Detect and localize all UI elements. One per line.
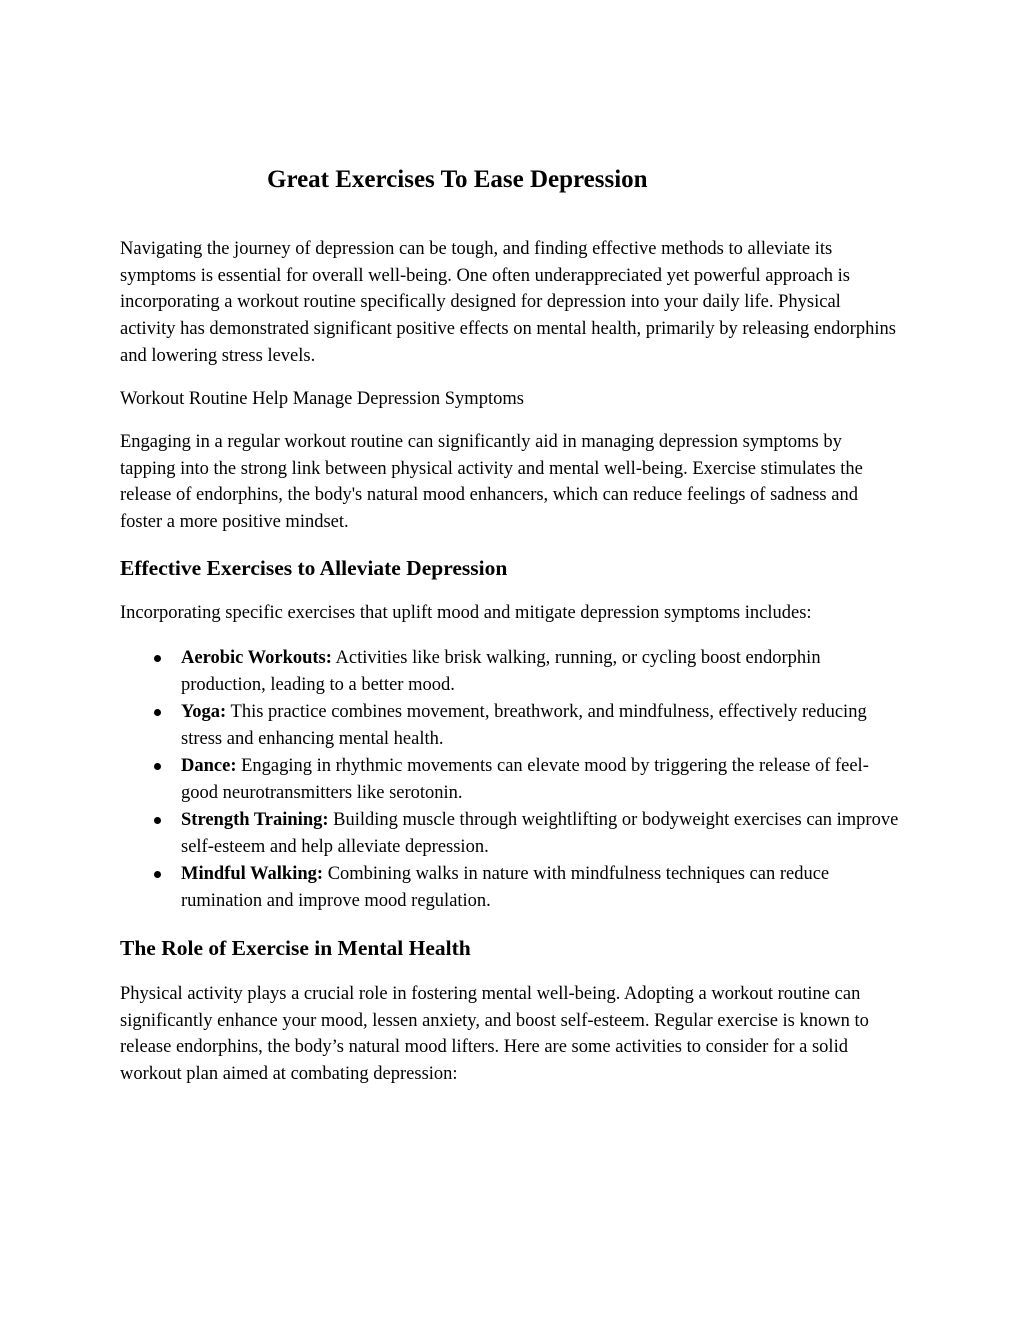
bullet-icon (154, 655, 161, 662)
document-title: Great Exercises To Ease Depression (267, 166, 648, 193)
list-item-text: Combining walks in nature with mindfulness techniques can reduce rumination and improve mood regulation. (181, 864, 830, 911)
section-lead-text: Incorporating specific exercises that uplift mood and mitigate depression symptoms includes: (120, 603, 812, 623)
list-item-term: Dance: (181, 756, 237, 776)
list-item-text: Engaging in rhythmic movements can elevate mood by triggering the release of feel-good neurotransmitters like serotonin. (181, 756, 869, 803)
list-item-term: Aerobic Workouts: (181, 648, 332, 668)
bullet-icon (154, 817, 161, 824)
subheading-plain: Workout Routine Help Manage Depression Symptoms (120, 389, 524, 409)
list-item-text: This practice combines movement, breathwork, and mindfulness, effectively reducing stress and enhancing mental health. (181, 702, 867, 749)
section-body-paragraph: Physical activity plays a crucial role in fostering mental well-being. Adopting a workout routine can significantly enhance your mood, lessen anxiety, and boost self-esteem. Regular exercise is known to release endorphins, the body’s natural mood lifters. Here are some activities to consider for a solid workout plan aimed at combating depression: (120, 984, 869, 1085)
bullet-icon (154, 871, 161, 878)
list-item (120, 753, 900, 806)
section-heading-role-of-exercise: The Role of Exercise in Mental Health (120, 936, 471, 960)
list-item (120, 861, 900, 914)
list-item-text: Activities like brisk walking, running, or cycling boost endorphin production, leading to a better mood. (181, 648, 821, 695)
section-heading-effective-exercises: Effective Exercises to Alleviate Depression (120, 556, 508, 580)
list-item-term: Strength Training: (181, 810, 329, 830)
list-item (120, 645, 900, 698)
exercise-list (120, 645, 900, 915)
list-item (120, 699, 900, 752)
list-item-term: Yoga: (181, 702, 227, 722)
list-item-term: Mindful Walking: (181, 864, 324, 884)
bullet-icon (154, 709, 161, 716)
bullet-icon (154, 763, 161, 770)
body-paragraph-2: Engaging in a regular workout routine can significantly aid in managing depression symptoms by tapping into the strong link between physical activity and mental well-being. Exercise stimulates the release of endorphins, the body's natural mood enhancers, which can reduce feelings of sadness and foster a more positive mindset. (120, 432, 863, 533)
list-item-text: Building muscle through weightlifting or bodyweight exercises can improve self-esteem and help alleviate depression. (181, 810, 899, 857)
intro-paragraph: Navigating the journey of depression can be tough, and finding effective methods to alleviate its symptoms is essential for overall well-being. One often underappreciated yet powerful approach is incorporating a workout routine specifically designed for depression into your daily life. Physical activity has demonstrated significant positive effects on mental health, primarily by releasing endorphins and lowering stress levels. (120, 239, 896, 366)
list-item (120, 807, 900, 860)
